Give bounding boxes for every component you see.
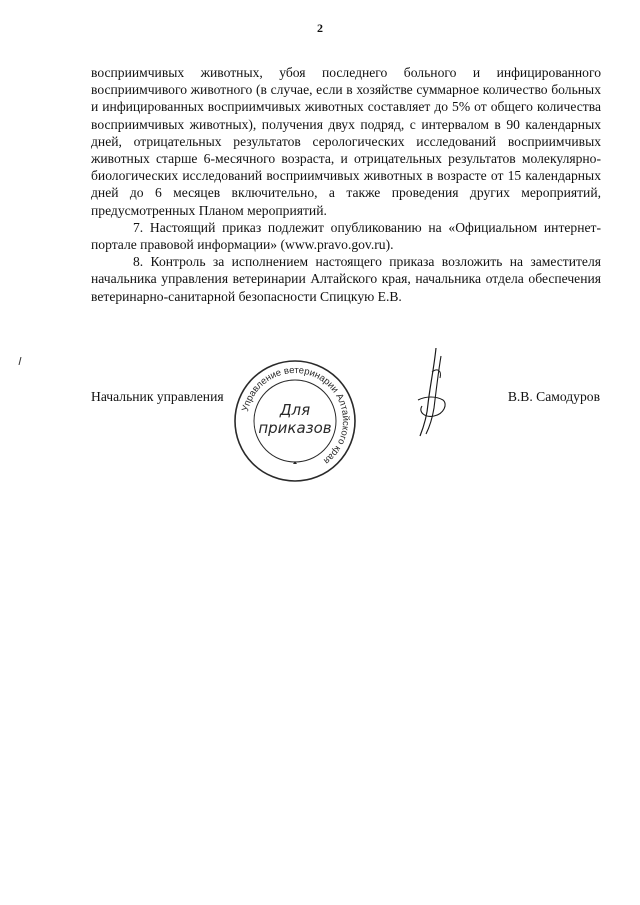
paragraph-7: 7. Настоящий приказ подлежит опубликованию на «Официальном интернет-портале правовой информации» (www.pravo.gov.ru). bbox=[91, 219, 601, 253]
stamp-center-line-1: Для bbox=[279, 401, 311, 419]
signatory-name: В.В. Самодуров bbox=[507, 389, 600, 404]
body-text bbox=[91, 64, 601, 305]
stamp-center-line-2: приказов bbox=[258, 419, 332, 437]
margin-mark bbox=[18, 357, 22, 365]
paragraph-continuation: восприимчивых животных, убоя последнего больного и инфицированного восприимчивого животного (в случае, если в хозяйстве суммарное количество больных и инфицированных восприимчивых животных составляет до 5% от общего количества восприимчивых животных), получения двух подряд, с интервалом в 90 календарных дней, отрицательных результатов серологических исследований восприимчивых животных старше 6-месячного возраста, и отрицательных результатов молекулярно-биологических исследований восприимчивых животных в возрасте от 15 календарных дней до 6 месяцев включительно, а также проведения других мероприятий, предусмотренных Планом мероприятий. bbox=[91, 65, 601, 218]
paragraph-8: 8. Контроль за исполнением настоящего приказа возложить на заместителя начальника управления ветеринарии Алтайского края, начальника отдела обеспечения ветеринарно-санитарной безопасности Спицкую Е.В. bbox=[91, 254, 601, 304]
handwritten-signature bbox=[410, 342, 458, 442]
page-number: 2 bbox=[317, 21, 323, 35]
signatory-position: Начальник управления bbox=[91, 389, 224, 404]
official-stamp bbox=[232, 358, 358, 484]
stamp-ring-text: Управление ветеринарии Алтайского края bbox=[240, 364, 352, 467]
stamp-star-mark bbox=[293, 461, 297, 464]
